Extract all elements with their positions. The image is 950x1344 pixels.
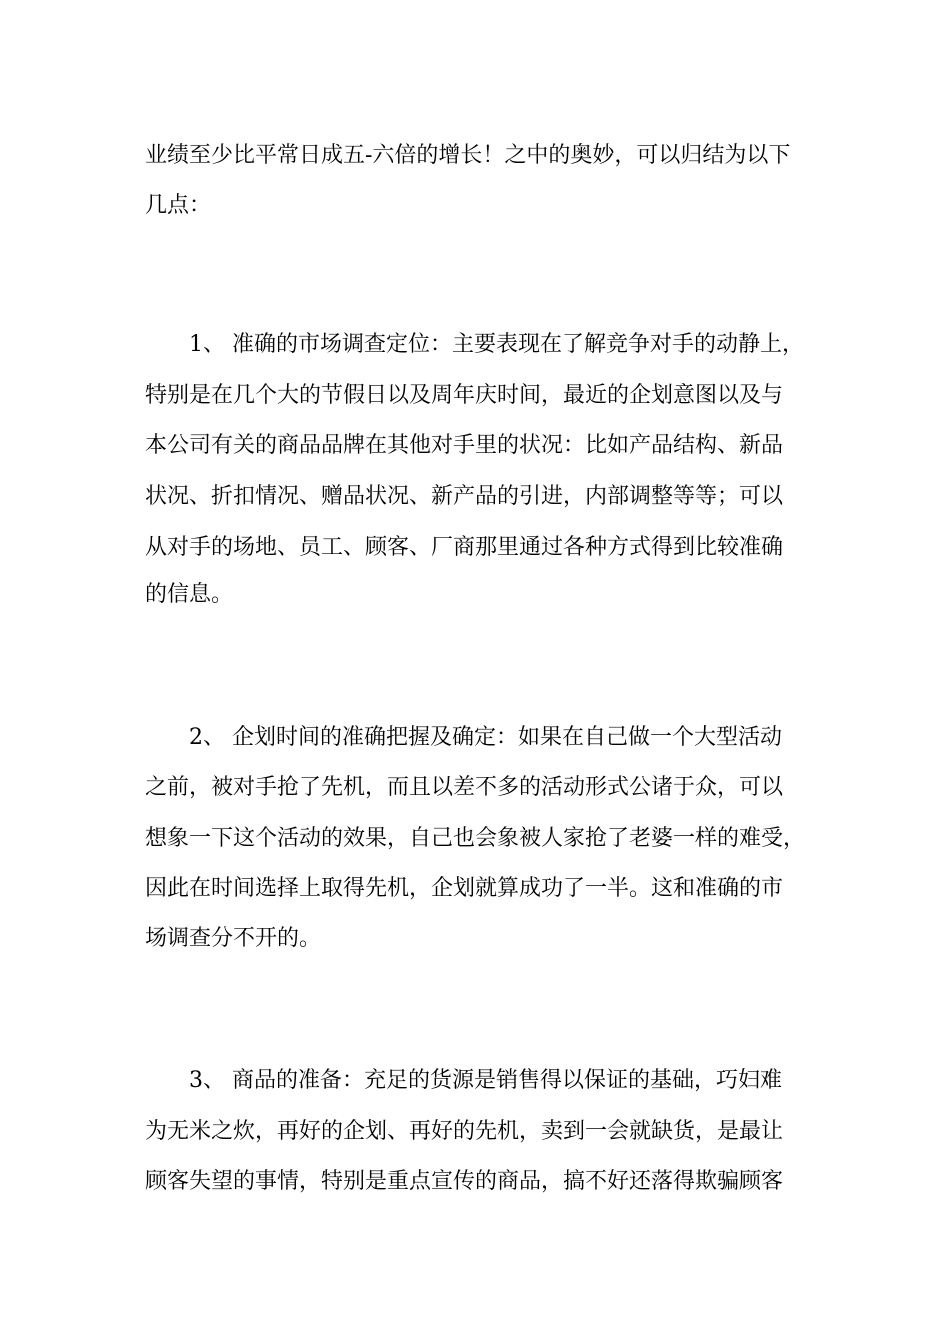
point-2-line-5: 场调查分不开的。 xyxy=(145,926,322,951)
point-3-line-1: 3、 商品的准备：充足的货源是销售得以保证的基础，巧妇难 xyxy=(189,1068,782,1093)
point-1-line-4: 状况、折扣情况、赠品状况、新产品的引进，内部调整等等；可以 xyxy=(145,484,784,509)
point-3-line-3: 顾客失望的事情，特别是重点宣传的商品，搞不好还落得欺骗顾客 xyxy=(145,1169,784,1194)
point-1-line-3: 本公司有关的商品品牌在其他对手里的状况：比如产品结构、新品 xyxy=(145,433,784,458)
point-3-line-2: 为无米之炊，再好的企划、再好的先机，卖到一会就缺货，是最让 xyxy=(145,1119,784,1144)
point-2-line-1: 2、 企划时间的准确把握及确定：如果在自己做一个大型活动 xyxy=(189,725,782,750)
point-2-line-4: 因此在时间选择上取得先机，企划就算成功了一半。这和准确的市 xyxy=(145,876,784,901)
point-1-line-1: 1、 准确的市场调查定位：主要表现在了解竞争对手的动静上， xyxy=(189,332,804,357)
point-2-line-3: 想象一下这个活动的效果，自己也会象被人家抢了老婆一样的难受， xyxy=(145,826,806,851)
intro-line-2: 几点： xyxy=(145,193,212,218)
point-1-line-5: 从对手的场地、员工、顾客、厂商那里通过各种方式得到比较准确 xyxy=(145,535,784,560)
point-1-line-2: 特别是在几个大的节假日以及周年庆时间，最近的企划意图以及与 xyxy=(145,383,784,408)
intro-line-1: 业绩至少比平常日成五-六倍的增长！之中的奥妙，可以归结为以下 xyxy=(145,143,791,168)
point-2-line-2: 之前，被对手抢了先机，而且以差不多的活动形式公诸于众，可以 xyxy=(145,775,784,800)
point-1-line-6: 的信息。 xyxy=(145,582,234,607)
